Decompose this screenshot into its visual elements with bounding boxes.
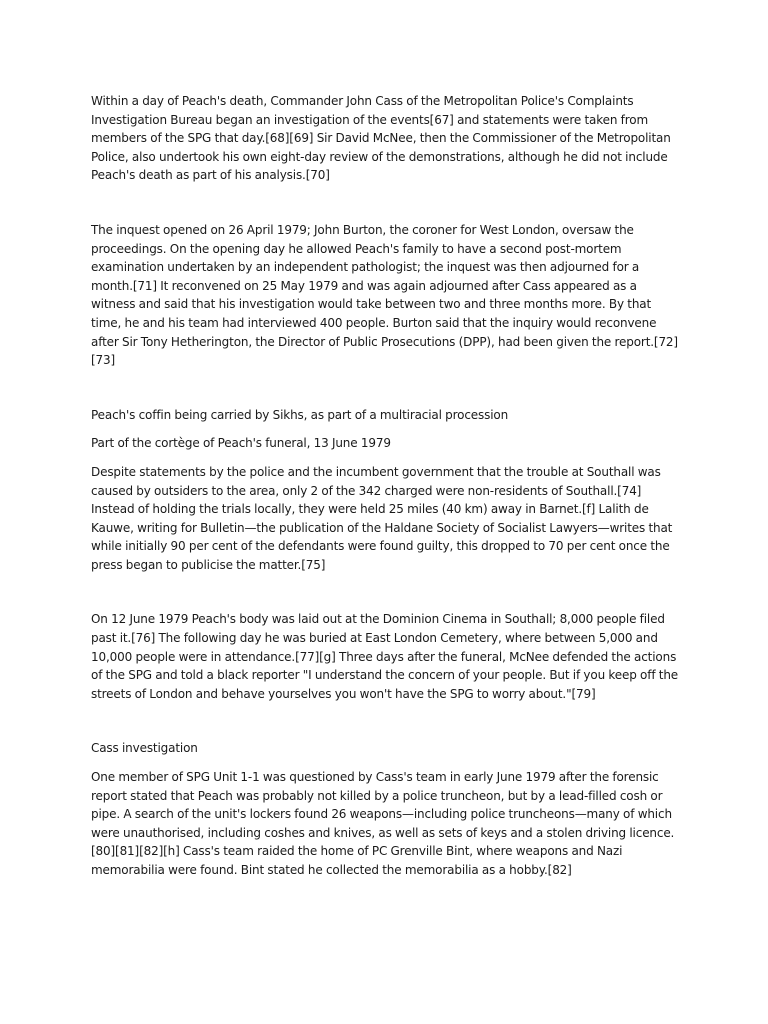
image-caption-coffin: Peach's coffin being carried by Sikhs, as part of a multiracial procession (91, 407, 509, 422)
spacer (91, 424, 683, 434)
paragraph-spg-unit: One member of SPG Unit 1-1 was questioned by Cass's team in early June 1979 after the forensic report stated that Peach was probably not killed by a police truncheon, but by a lead-filled cosh or pipe. A search of the unit's lockers found 26 weapons—including police truncheons—many of which were unauthorised, including coshes and knives, as well as sets of keys and a stolen driving licence.[80][81][82][h] Cass's team raided the home of PC Grenville Bint, where weapons and Nazi memorabilia were found. Bint stated he collected the memorabilia as a hobby.[82] (91, 770, 675, 877)
spacer (91, 185, 683, 221)
spacer (91, 370, 683, 406)
spacer (91, 758, 683, 768)
paragraph-southall-trials: Despite statements by the police and the incumbent government that the trouble at Southall was caused by outsiders to the area, only 2 of the 342 charged were non-residents of Southall.[74] Instead of holding the trials locally, they were held 25 miles (40 km) away in Barnet.[f] Lalith de Kauwe, writing for Bulletin—the publication of the Haldane Society of Socialist Lawyers—writes that while initially 90 per cent of the defendants were found guilty, this dropped to 70 per cent once the press began to publicise the matter.[75] (91, 464, 673, 572)
document-page (91, 92, 683, 880)
image-caption-funeral: Part of the cortège of Peach's funeral, 13 June 1979 (91, 436, 391, 451)
spacer (91, 453, 683, 463)
paragraph-inquest: The inquest opened on 26 April 1979; John Burton, the coroner for West London, oversaw the proceedings. On the opening day he allowed Peach's family to have a second post-mortem examination undertaken by an independent pathologist; the inquest was then adjourned for a month.[71] It reconvened on 25 May 1979 and was again adjourned after Cass appeared as a witness and said that his investigation would take between two and three months more. By that time, he and his team had interviewed 400 people. Burton said that the inquiry would reconvene after Sir Tony Hetherington, the Director of Public Prosecutions (DPP), had been given the report.[72][73] (91, 222, 678, 368)
paragraph-funeral: On 12 June 1979 Peach's body was laid out at the Dominion Cinema in Southall; 8,000 people filed past it.[76] The following day he was buried at East London Cemetery, where between 5,000 and 10,000 people were in attendance.[77][g] Three days after the funeral, McNee defended the actions of the SPG and told a black reporter "I understand the concern of your people. But if you keep off the streets of London and behave yourselves you won't have the SPG to worry about."[79] (91, 612, 679, 701)
spacer (91, 703, 683, 739)
section-heading-cass-investigation: Cass investigation (91, 741, 198, 756)
spacer (91, 574, 683, 610)
paragraph-cass-investigation-start: Within a day of Peach's death, Commander John Cass of the Metropolitan Police's Complaints Investigation Bureau began an investigation of the events[67] and statements were taken from members of the SPG that day.[68][69] Sir David McNee, then the Commissioner of the Metropolitan Police, also undertook his own eight-day review of the demonstrations, although he did not include Peach's death as part of his analysis.[70] (91, 94, 671, 183)
